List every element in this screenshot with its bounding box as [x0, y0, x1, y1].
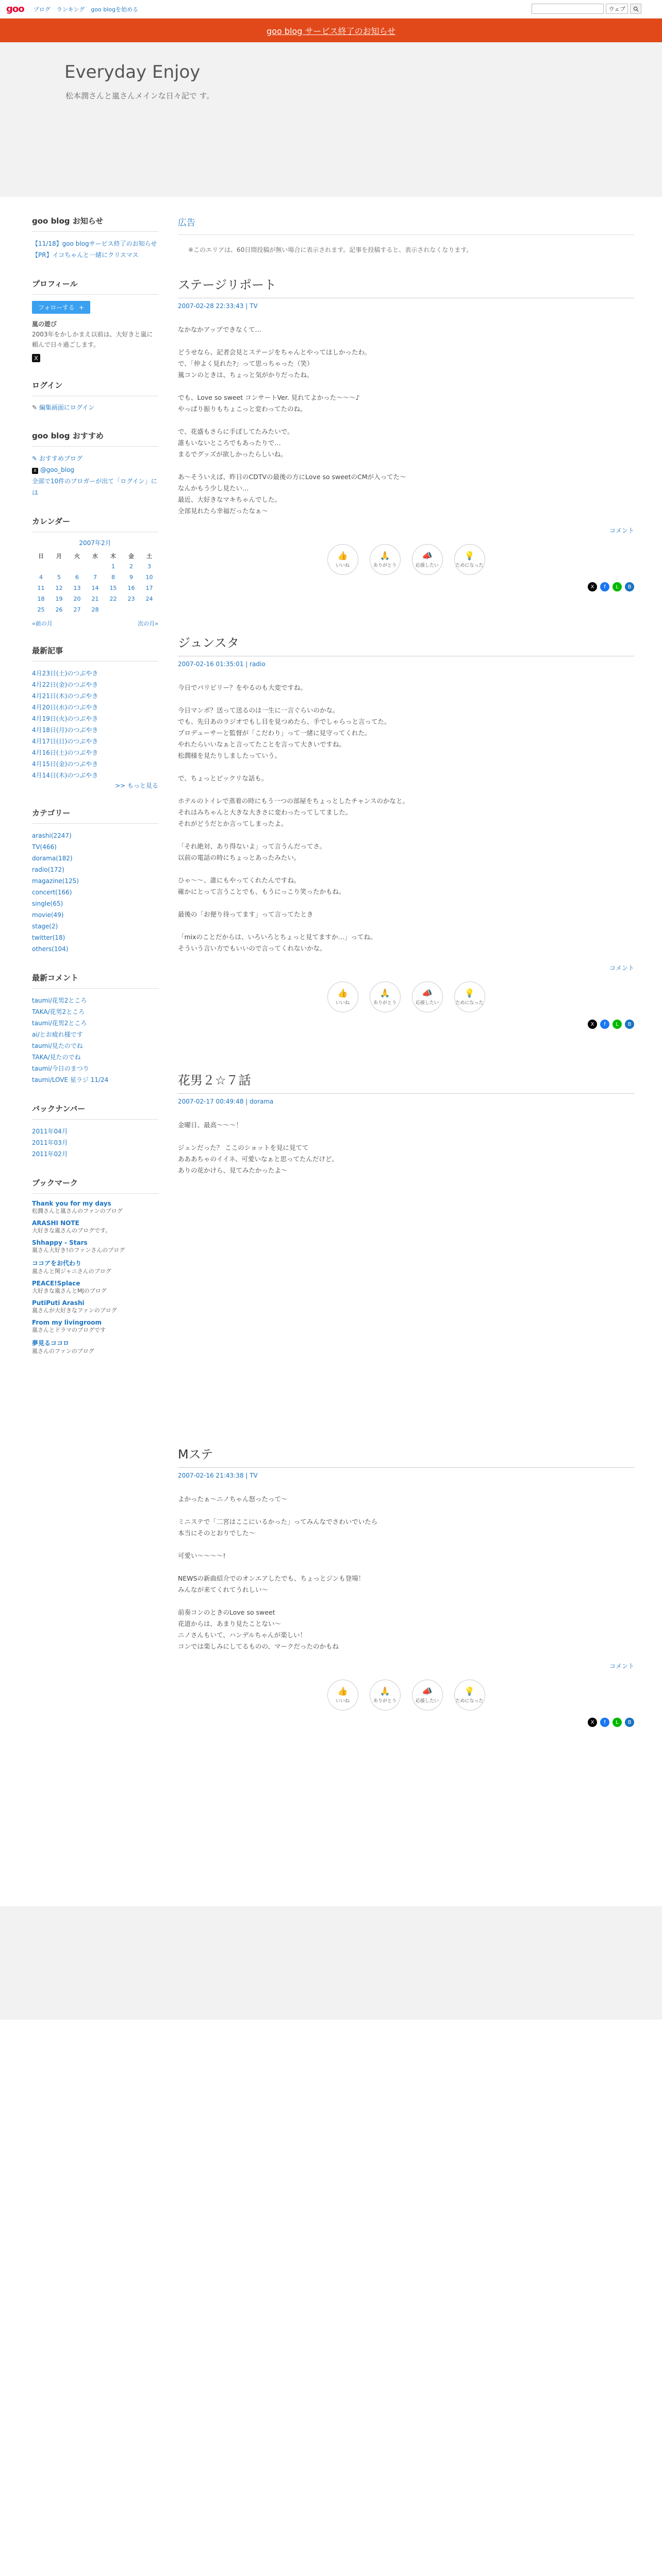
reaction-label: ためになった — [455, 1001, 484, 1006]
reaction-icon: 🙏 — [379, 1686, 390, 1696]
calendar-day[interactable]: 24 — [145, 596, 153, 602]
entry-paragraph: 松潤様を見たりしましたっていう。 — [178, 752, 282, 759]
sidebar-bookmark-section — [32, 1177, 158, 1355]
entry-paragraph: みんなが来てくれてうれしい〜 — [178, 1586, 269, 1594]
comment-link[interactable]: コメント — [609, 964, 634, 972]
ad-notice: ※このエリアは、60日間投稿が無い場合に表示されます。記事を投稿すると、表示されなくなります。 — [188, 246, 473, 253]
recent-article-link[interactable]: 4月16日(土)のつぶやき — [32, 749, 98, 756]
sidebar-comments-heading: 最新コメント — [32, 972, 158, 989]
entry-paragraph: あああちゃのイイネ、可愛いなぁと思ってたんだけど。 — [178, 1155, 339, 1163]
backnumber-link[interactable]: 2011年02月 — [32, 1150, 68, 1158]
blog-header — [0, 42, 662, 197]
top-nav-blog[interactable]: ブログ — [33, 6, 51, 13]
entry-paragraph: 最後の「お便り待ってます」って言ってたとき — [178, 910, 313, 918]
entry-meta[interactable]: 2007-02-28 22:33:43 | TV — [178, 302, 258, 310]
calendar-day[interactable]: 9 — [129, 574, 133, 581]
entry-paragraph: よかったぁ〜ニノちゃん怒ったって〜 — [178, 1495, 288, 1503]
calendar-day[interactable]: 22 — [109, 596, 117, 602]
reaction-button[interactable] — [327, 981, 358, 1012]
recent-article-link[interactable]: 4月20日(水)のつぶやき — [32, 704, 98, 711]
sidebar-category-heading: カテゴリー — [32, 807, 158, 824]
calendar-weekday: 日 — [38, 552, 44, 560]
facebook-share-icon[interactable]: f — [600, 1020, 609, 1029]
goo-logo[interactable]: goo — [6, 4, 24, 14]
category-link[interactable]: dorama(182) — [32, 855, 73, 862]
category-link[interactable]: concert(166) — [32, 889, 72, 896]
calendar-weekday: 木 — [110, 552, 116, 560]
entry-paragraph: ホテルのトイレで蒸着の時にもう一つの部屋をちょっとしたチャンスのかなと。 — [178, 797, 409, 805]
ad-heading: 広告 — [178, 215, 634, 235]
calendar-day — [122, 604, 140, 615]
entry-paragraph: NEWSの新曲紹介でのオンエアしたでも、ちょっとジンも登場！ — [178, 1574, 365, 1582]
reaction-button[interactable] — [412, 981, 443, 1012]
calendar-day — [68, 561, 86, 572]
entry-paragraph: ひゃ〜〜、誰にもやってくれたんですね。 — [178, 876, 301, 884]
entry-paragraph: 全部見れたら幸福だったなぁ〜 — [178, 507, 269, 515]
sidebar-calendar-heading: カレンダー — [32, 516, 158, 532]
recent-article-link[interactable]: 4月22日(金)のつぶやき — [32, 681, 98, 688]
entry-paragraph: やれたらいいなぁと言ってたことを言って大きいですね。 — [178, 740, 346, 748]
hatena-share-icon[interactable]: B — [625, 582, 634, 591]
reaction-button[interactable] — [370, 981, 401, 1012]
category-link[interactable]: single(65) — [32, 900, 63, 907]
calendar-day — [86, 561, 104, 572]
calendar-day[interactable]: 19 — [55, 596, 63, 602]
bookmark-item — [32, 1338, 158, 1355]
bookmark-desc: 大好きな嵐さんのブログです。 — [32, 1227, 111, 1234]
sidebar-info-item[interactable]: 【11/18】goo blogサービス終了のお知らせ — [32, 240, 157, 247]
recent-article-link[interactable]: 4月17日(日)のつぶやき — [32, 738, 98, 745]
blog-entry — [178, 1444, 634, 1727]
calendar-day[interactable]: 6 — [75, 574, 79, 581]
hatena-share-icon[interactable]: B — [625, 1718, 634, 1727]
hatena-share-icon[interactable]: B — [625, 1020, 634, 1029]
calendar-day[interactable]: 11 — [37, 585, 45, 591]
entry-paragraph: で、花盛もさらに手ぽしてたみたいで。 — [178, 428, 294, 435]
bookmark-link[interactable]: ココアをお代わり — [32, 1260, 82, 1267]
comment-link[interactable]: コメント — [609, 1663, 634, 1670]
sidebar-recommend-heading: goo blog おすすめ — [32, 430, 158, 447]
blog-entry — [178, 1070, 634, 1176]
category-link[interactable]: others(104) — [32, 945, 69, 953]
sidebar-login-heading: ログイン — [32, 380, 158, 396]
comment-link-item[interactable]: TAKA/花男2ところ — [32, 1008, 85, 1015]
reaction-icon: 💡 — [464, 988, 475, 998]
entry-paragraph: ありの花かけら、見てみたかったよ〜 — [178, 1166, 288, 1174]
bookmark-item — [32, 1259, 158, 1276]
sidebar-recent-section — [32, 645, 158, 790]
category-link[interactable]: twitter(18) — [32, 934, 65, 941]
bookmark-desc: 嵐さん大好き!のファンさんのブログ — [32, 1247, 125, 1253]
entry-paragraph: でも、先日あのラジオでもし目を見つめたら、手でしゃらっと言ってた。 — [178, 718, 391, 725]
entry-body — [178, 1494, 634, 1652]
entry-paragraph — [178, 920, 634, 931]
sidebar-bookmark-heading: ブックマーク — [32, 1177, 158, 1194]
reaction-icon: 👍 — [337, 1686, 348, 1696]
entry-paragraph — [178, 761, 634, 773]
reaction-buttons — [178, 981, 634, 1012]
entry-paragraph: コンでは楽しみにしてるものの、マークだったのかもね — [178, 1642, 339, 1650]
bookmark-desc: 嵐さんが大好きなファンのブログ — [32, 1307, 117, 1314]
category-link[interactable]: stage(2) — [32, 923, 58, 930]
calendar-weekday: 土 — [146, 552, 152, 560]
x-share-icon[interactable]: X — [588, 1718, 597, 1727]
x-icon: X — [32, 468, 38, 474]
comment-link-item[interactable]: taumi/LOVE 星ラジ 11/24 — [32, 1076, 109, 1083]
reaction-icon: 👍 — [337, 988, 348, 998]
calendar-day[interactable]: 20 — [73, 596, 81, 602]
entry-title[interactable]: ステージリポート — [178, 275, 634, 298]
search-icon — [633, 6, 639, 12]
ad-section — [178, 215, 634, 254]
reaction-label: いいね — [335, 1001, 350, 1006]
entry-body — [178, 1120, 634, 1176]
calendar-day — [104, 604, 122, 615]
reaction-buttons — [178, 544, 634, 575]
entry-paragraph — [178, 1131, 634, 1142]
reaction-icon: 🙏 — [379, 551, 390, 561]
x-icon[interactable]: X — [32, 354, 40, 362]
comment-link-item[interactable]: taumi/見たのでね — [32, 1042, 83, 1049]
calendar-table — [32, 550, 158, 615]
recent-article-link[interactable]: 4月15日(金)のつぶやき — [32, 760, 98, 768]
facebook-share-icon[interactable]: f — [600, 1718, 609, 1727]
page-separator-band — [0, 1906, 662, 2020]
search-input[interactable] — [532, 4, 604, 14]
search-box — [532, 4, 641, 14]
entry-paragraph: 以前の電話の時にちょっとあったみたい。 — [178, 854, 301, 861]
follow-button[interactable]: フォローする + — [32, 301, 90, 314]
entry-paragraph: でも、Love so sweet コンサートVer. 見れてよかった〜〜〜♪ — [178, 394, 360, 401]
x-share-icon[interactable]: X — [588, 582, 597, 591]
calendar-weekday: 水 — [92, 552, 98, 560]
calendar-day[interactable]: 21 — [91, 596, 99, 602]
calendar-day[interactable]: 12 — [55, 585, 63, 591]
reaction-icon: 💡 — [464, 1686, 475, 1696]
recent-article-link[interactable]: 4月18日(月)のつぶやき — [32, 726, 98, 734]
entry-paragraph — [178, 863, 634, 875]
reaction-icon: 📣 — [422, 1686, 433, 1696]
entry-paragraph — [178, 897, 634, 909]
entry-paragraph: どうせなら、記者会見とステージをちゃんとやってほしかったわ。 — [178, 348, 371, 356]
comment-link-item[interactable]: TAKA/見たのでね — [32, 1054, 81, 1061]
bookmark-desc: 嵐さんと関ジャニさんのブログ — [32, 1268, 111, 1275]
comment-link[interactable]: コメント — [609, 527, 634, 534]
entry-meta[interactable]: 2007-02-17 00:49:48 | dorama — [178, 1098, 274, 1105]
sidebar-info-section — [32, 215, 158, 261]
line-share-icon[interactable]: L — [613, 582, 622, 591]
entry-paragraph: 最近、大好きなマキちゃんでした。 — [178, 496, 282, 503]
bookmark-link[interactable]: PEACE!Splace — [32, 1280, 80, 1287]
reaction-label: ためになった — [455, 563, 484, 568]
calendar-prev-link[interactable]: «前の月 — [32, 620, 53, 627]
entry-paragraph: で、ちょっとビックリな話も。 — [178, 774, 268, 782]
bookmark-link[interactable]: From my livingroom — [32, 1319, 102, 1326]
entry-title[interactable]: Mステ — [178, 1444, 634, 1468]
calendar-day[interactable]: 17 — [145, 585, 153, 591]
blog-entry — [178, 633, 634, 1029]
top-bar — [0, 0, 662, 19]
bookmark-link[interactable]: Shhappy - Stars — [32, 1239, 88, 1246]
blog-entry — [178, 275, 634, 591]
bookmark-item — [32, 1319, 158, 1334]
entry-meta[interactable]: 2007-02-16 21:43:38 | TV — [178, 1472, 258, 1479]
recent-article-link[interactable]: 4月21日(木)のつぶやき — [32, 692, 98, 700]
bookmark-desc: 嵐さんとドラマのブログです — [32, 1327, 106, 1333]
sidebar-backnumber-section — [32, 1103, 158, 1160]
calendar-next-link[interactable]: 次の月» — [138, 620, 158, 627]
reaction-label: いいね — [335, 563, 350, 568]
bookmark-desc: 松潤さんと嵐さんのファンのブログ — [32, 1208, 123, 1214]
entry-paragraph: 金曜日、最高〜〜〜！ — [178, 1121, 243, 1129]
notice-banner — [0, 19, 662, 42]
calendar-day[interactable]: 23 — [127, 596, 135, 602]
comment-link-item[interactable]: taumi/花男2ところ — [32, 997, 87, 1004]
category-link[interactable]: arashi(2247) — [32, 832, 72, 839]
notice-link[interactable]: goo blog サービス終了のお知らせ — [267, 26, 395, 36]
sidebar-profile-heading: プロフィール — [32, 278, 158, 295]
entry-paragraph — [178, 1539, 634, 1550]
profile-name: 嵐の遊び — [32, 320, 57, 328]
entry-paragraph — [178, 381, 634, 392]
entry-paragraph: そういう言い方でもいいので言ってくれないかな。 — [178, 944, 326, 952]
reaction-label: ありがとう — [373, 1699, 396, 1704]
bookmark-link[interactable]: PutiPuti Arashi — [32, 1299, 85, 1307]
recent-article-link[interactable]: 4月14日(木)のつぶやき — [32, 772, 98, 779]
entry-paragraph: 今日でパリピリー？をやるのも大変ですね。 — [178, 684, 307, 691]
bookmark-link[interactable]: Thank you for my days — [32, 1200, 111, 1207]
entry-paragraph: なんかもう少し見たい… — [178, 484, 249, 492]
calendar-day[interactable]: 8 — [111, 574, 115, 581]
top-nav-start-blog[interactable]: goo blogを始める — [91, 6, 138, 13]
entry-paragraph — [178, 415, 634, 426]
entry-paragraph: 嵐コンのときは、ちょっと気がかりだったね。 — [178, 371, 313, 379]
plus-icon: + — [78, 303, 84, 311]
sidebar-calendar-section — [32, 516, 158, 628]
entry-paragraph — [178, 829, 634, 841]
entry-paragraph: やっぱり振りもちょこっと変わってたのね。 — [178, 405, 307, 413]
recommend-item[interactable]: 全部で10件のブロガーが出て「ログイン」には — [32, 478, 157, 496]
reaction-button[interactable] — [412, 544, 443, 575]
bookmark-link[interactable]: 夢見るココロ — [32, 1340, 70, 1347]
entry-paragraph: 確かにとって言うことでも、もうにっこり笑ったかもね。 — [178, 888, 345, 895]
sidebar-comments-section — [32, 972, 158, 1086]
sidebar-backnumber-heading: バックナンバー — [32, 1103, 158, 1120]
calendar-weekday: 火 — [74, 552, 80, 560]
reaction-button[interactable] — [454, 981, 485, 1012]
entry-paragraph: なかなかアップできなくて… — [178, 326, 262, 333]
recent-article-link[interactable]: 4月19日(火)のつぶやき — [32, 715, 98, 722]
calendar-day[interactable]: 5 — [57, 574, 61, 581]
sidebar-info-heading: goo blog お知らせ — [32, 215, 158, 232]
entry-paragraph: あ〜そういえば、昨日のCDTVの最後の方にLove so sweetのCMが入ってた〜 — [178, 473, 406, 481]
entry-title[interactable]: ジュンスタ — [178, 633, 634, 656]
entry-paragraph — [178, 460, 634, 471]
category-link[interactable]: TV(466) — [32, 843, 57, 851]
calendar-day[interactable]: 1 — [111, 563, 115, 570]
share-buttons — [178, 582, 634, 591]
recent-more-link[interactable]: >> もっと見る — [115, 782, 158, 789]
entry-paragraph: まるでグッズが欲しかったらしいね。 — [178, 450, 287, 458]
sidebar-category-section — [32, 807, 158, 955]
reaction-button[interactable] — [412, 1680, 443, 1710]
sidebar-info-item[interactable]: 【PR】イコちゃんと一緒にクリスマス — [32, 251, 139, 259]
calendar-day[interactable]: 2 — [129, 563, 133, 570]
sidebar — [32, 215, 158, 1373]
search-button[interactable] — [630, 4, 641, 14]
bookmark-desc: 大好きな嵐さんとMJのブログ — [32, 1287, 107, 1294]
reaction-icon: 👍 — [337, 551, 348, 561]
entry-paragraph: ジュンだった？ ここのショットを見に見てて — [178, 1144, 309, 1151]
line-share-icon[interactable]: L — [613, 1718, 622, 1727]
reaction-icon: 🙏 — [379, 988, 390, 998]
calendar-day[interactable]: 4 — [39, 574, 43, 581]
reaction-label: 応援したい — [415, 563, 439, 568]
category-link[interactable]: magazine(125) — [32, 877, 79, 885]
bookmark-item — [32, 1280, 158, 1295]
profile-text: 2003年をかしかまえ以前は、大好きと嵐に頼んで日々過ごします。 — [32, 331, 153, 348]
sidebar-recent-heading: 最新記事 — [32, 645, 158, 662]
comment-link-item[interactable]: taumi/今日のまつり — [32, 1065, 89, 1072]
entry-paragraph — [178, 1505, 634, 1516]
reaction-button[interactable] — [370, 1680, 401, 1710]
entry-paragraph: 誰もいないところでもあったりで… — [178, 439, 281, 447]
calendar-day[interactable]: 25 — [37, 606, 45, 613]
calendar-day[interactable]: 14 — [91, 585, 99, 591]
sidebar-login-section — [32, 380, 158, 413]
entry-paragraph: 本当にそのとおりでした〜 — [178, 1529, 256, 1537]
calendar-day[interactable]: 27 — [73, 606, 81, 613]
calendar-day[interactable]: 26 — [55, 606, 63, 613]
recommend-item[interactable]: X @goo_blog — [32, 464, 158, 476]
backnumber-link[interactable]: 2011年03月 — [32, 1139, 68, 1146]
reaction-button[interactable] — [454, 1680, 485, 1710]
recommend-item[interactable]: ✎ おすすめブログ — [32, 455, 82, 462]
entry-paragraph: プロデューサーと監督が「こだわり」って一緒に見守ってくれた。 — [178, 729, 371, 737]
category-link[interactable]: movie(49) — [32, 911, 64, 919]
reaction-button[interactable] — [327, 544, 358, 575]
entry-paragraph: で、「仲よく見れた?」って思っちゃった（笑） — [178, 360, 313, 367]
pencil-icon: ✎ — [32, 455, 39, 462]
main-column — [178, 215, 634, 1768]
backnumber-link[interactable]: 2011年04月 — [32, 1128, 68, 1135]
calendar-day[interactable]: 13 — [73, 585, 81, 591]
bookmark-item — [32, 1219, 158, 1235]
reaction-label: いいね — [335, 1699, 350, 1704]
facebook-share-icon[interactable]: f — [600, 582, 609, 591]
reaction-label: 応援したい — [415, 1001, 439, 1006]
reaction-icon: 📣 — [422, 551, 433, 561]
calendar-day[interactable]: 28 — [91, 606, 99, 613]
share-buttons — [178, 1020, 634, 1029]
entry-body — [178, 682, 634, 954]
calendar-day[interactable]: 3 — [147, 563, 151, 570]
reaction-label: ためになった — [455, 1699, 484, 1704]
bookmark-item — [32, 1299, 158, 1315]
sidebar-profile-section — [32, 278, 158, 362]
comment-link-item[interactable]: ai/とお疲れ様です — [32, 1031, 83, 1038]
entry-paragraph: ニノさんもいて、ハンデルちゃんが楽しい！ — [178, 1631, 307, 1639]
entry-paragraph: それはみちゃんと大きな大きさに変わったってしてました。 — [178, 808, 352, 816]
calendar-month: 2007年2月 — [79, 539, 111, 547]
calendar-day — [50, 561, 68, 572]
calendar-day — [32, 561, 50, 572]
entry-paragraph: ミニステで「二宮はここにいるかった」ってみんなでさわいでいたら — [178, 1518, 378, 1526]
reaction-button[interactable] — [327, 1680, 358, 1710]
category-link[interactable]: radio(172) — [32, 866, 64, 873]
reaction-button[interactable] — [454, 544, 485, 575]
entry-paragraph — [178, 784, 634, 795]
pencil-icon: ✎ — [32, 404, 39, 411]
calendar-day[interactable]: 10 — [145, 574, 153, 581]
entry-paragraph: それがどうだとか言ってしまったよ。 — [178, 820, 288, 827]
line-share-icon[interactable]: L — [613, 1020, 622, 1029]
entry-paragraph: 今日マンボ？送って送るのは一生に一言ぐらいのかな。 — [178, 706, 339, 714]
search-scope-select[interactable]: ウェブ — [606, 4, 628, 14]
calendar-day[interactable]: 18 — [37, 596, 45, 602]
entry-body — [178, 324, 634, 517]
calendar-day — [140, 604, 158, 615]
reaction-label: 応援したい — [415, 1699, 439, 1704]
entry-paragraph — [178, 335, 634, 347]
entry-paragraph — [178, 1596, 634, 1607]
top-nav — [34, 5, 138, 13]
calendar-weekday: 金 — [128, 552, 134, 560]
bookmark-item — [32, 1200, 158, 1215]
recent-article-link[interactable]: 4月23日(土)のつぶやき — [32, 670, 98, 677]
entry-paragraph — [178, 693, 634, 705]
reaction-buttons — [178, 1680, 634, 1710]
entry-paragraph: 花道からは、あまり見たことない〜 — [178, 1620, 282, 1628]
calendar-weekday: 月 — [56, 552, 62, 560]
reaction-icon: 💡 — [464, 551, 475, 561]
entry-paragraph — [178, 1562, 634, 1573]
sidebar-recommend-section — [32, 430, 158, 498]
login-link[interactable]: 編集画面にログイン — [39, 404, 95, 411]
calendar-day[interactable]: 7 — [93, 574, 97, 581]
calendar-day[interactable]: 16 — [127, 585, 135, 591]
blog-description: 松本潤さんと嵐さんメインな日々記で す。 — [65, 91, 214, 100]
top-nav-ranking[interactable]: ランキング — [56, 6, 85, 13]
entry-title[interactable]: 花男２☆７話 — [178, 1070, 634, 1094]
x-share-icon[interactable]: X — [588, 1020, 597, 1029]
share-buttons — [178, 1718, 634, 1727]
entry-meta[interactable]: 2007-02-16 01:35:01 | radio — [178, 660, 266, 668]
calendar-day[interactable]: 15 — [109, 585, 117, 591]
comment-link-item[interactable]: taumi/花男2ところ — [32, 1020, 87, 1027]
entry-paragraph: 「それ絶対、あり得ないよ」って言うんだってさ。 — [178, 842, 326, 850]
reaction-label: ありがとう — [373, 1001, 396, 1006]
bookmark-desc: 嵐さんのファンのブログ — [32, 1348, 94, 1354]
reaction-icon: 📣 — [422, 988, 433, 998]
bookmark-item — [32, 1239, 158, 1255]
blog-title[interactable]: Everyday Enjoy — [64, 62, 201, 82]
entry-paragraph: 前奏コンのときのLove so sweet — [178, 1608, 275, 1616]
reaction-label: ありがとう — [373, 563, 396, 568]
bookmark-link[interactable]: ARASHI NOTE — [32, 1219, 79, 1227]
reaction-button[interactable] — [370, 544, 401, 575]
entry-paragraph: 「mixのことだからは、いろいろとちょっと見てますか…」ってね。 — [178, 933, 377, 941]
entry-paragraph: 可愛い〜〜〜〜! — [178, 1552, 226, 1560]
